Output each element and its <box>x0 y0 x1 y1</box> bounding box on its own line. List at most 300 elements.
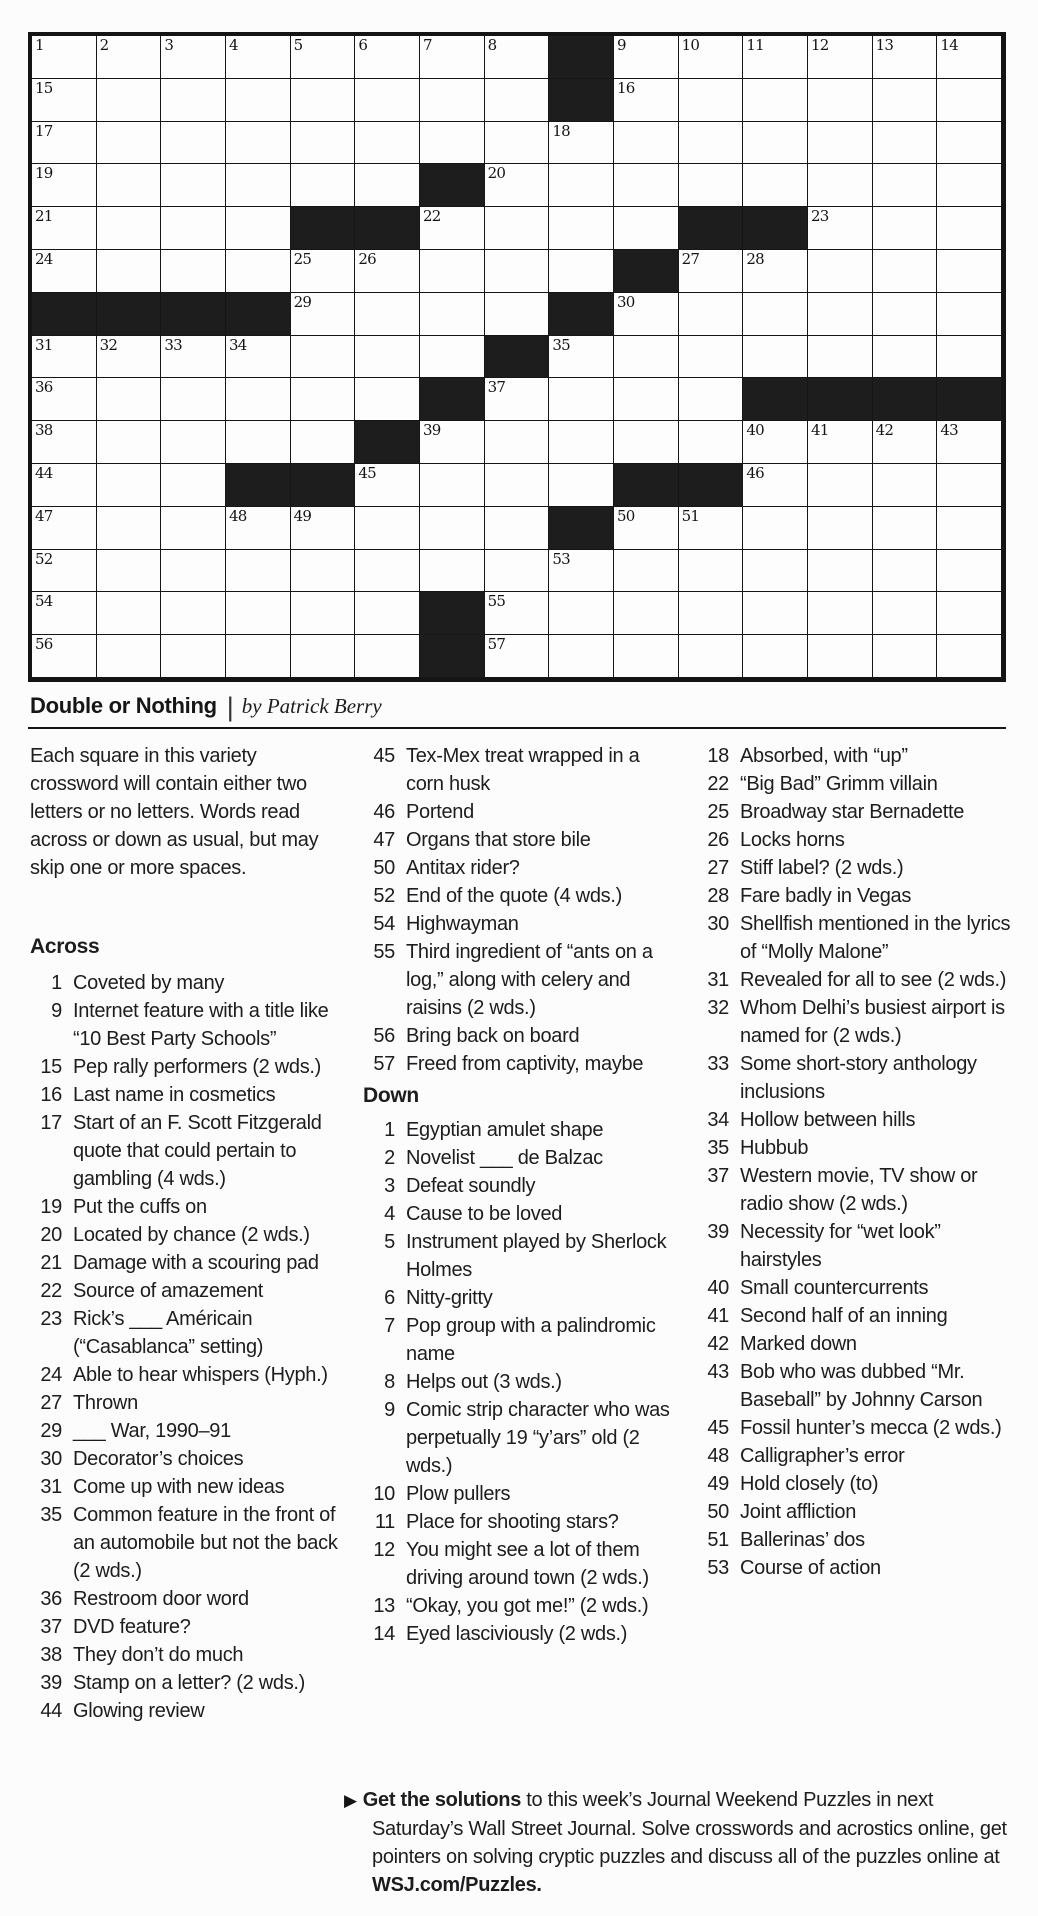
down-header: Down <box>363 1084 419 1107</box>
grid-cell[interactable] <box>226 250 291 293</box>
clue-text: Ballerinas’ dos <box>740 1529 865 1551</box>
clue-number: 28 <box>707 885 729 907</box>
grid-cell[interactable] <box>32 507 97 550</box>
grid-cell[interactable] <box>743 250 808 293</box>
grid-cell[interactable] <box>161 421 226 464</box>
grid-cell[interactable] <box>743 550 808 593</box>
grid-cell[interactable] <box>614 122 679 165</box>
clue-number: 11 <box>374 1511 395 1533</box>
grid-cell[interactable] <box>808 293 873 336</box>
cell-number: 3 <box>164 36 174 54</box>
grid-cell[interactable] <box>549 635 614 678</box>
grid-cell[interactable] <box>808 464 873 507</box>
grid-black-cell <box>32 293 97 336</box>
grid-cell[interactable] <box>679 635 744 678</box>
cell-number: 49 <box>293 506 312 525</box>
clue-text: Defeat soundly <box>406 1175 536 1197</box>
clue-item <box>697 910 1011 966</box>
grid-cell[interactable] <box>161 507 226 550</box>
cell-number: 48 <box>228 506 247 525</box>
grid-black-cell <box>679 464 744 507</box>
grid-cell[interactable] <box>549 122 614 165</box>
grid-cell[interactable] <box>485 378 550 421</box>
cell-number: 56 <box>35 635 53 654</box>
grid-cell[interactable] <box>873 207 938 250</box>
cell-number: 34 <box>228 335 247 354</box>
grid-black-cell <box>743 378 808 421</box>
grid-cell[interactable] <box>549 464 614 507</box>
cell-number: 54 <box>35 592 53 611</box>
grid-cell[interactable] <box>355 336 420 379</box>
clue-number: 24 <box>40 1364 62 1386</box>
grid-cell[interactable] <box>614 378 679 421</box>
grid-cell[interactable] <box>808 421 873 464</box>
grid-cell[interactable] <box>937 592 1002 635</box>
grid-cell[interactable] <box>485 635 550 678</box>
grid-cell[interactable] <box>32 421 97 464</box>
right-triangle-icon: ▶ <box>344 1791 357 1810</box>
grid-cell[interactable] <box>614 592 679 635</box>
grid-cell[interactable] <box>873 164 938 207</box>
grid-cell[interactable] <box>549 164 614 207</box>
grid-cell[interactable] <box>937 293 1002 336</box>
grid-cell[interactable] <box>420 507 485 550</box>
grid-cell[interactable] <box>485 293 550 336</box>
clue-item <box>363 1116 677 1144</box>
grid-cell[interactable] <box>485 207 550 250</box>
grid-cell[interactable] <box>97 122 162 165</box>
grid-cell[interactable] <box>614 635 679 678</box>
grid-cell[interactable] <box>614 336 679 379</box>
grid-cell[interactable] <box>873 79 938 122</box>
grid-cell[interactable] <box>291 421 356 464</box>
clue-item <box>30 1585 342 1613</box>
grid-cell[interactable] <box>97 207 162 250</box>
grid-cell[interactable] <box>873 36 938 79</box>
cell-number: 43 <box>940 421 958 440</box>
grid-cell[interactable] <box>97 79 162 122</box>
grid-cell[interactable] <box>420 250 485 293</box>
grid-cells <box>32 36 1002 678</box>
grid-cell[interactable] <box>679 164 744 207</box>
grid-cell[interactable] <box>32 635 97 678</box>
grid-cell[interactable] <box>808 592 873 635</box>
grid-cell[interactable] <box>873 464 938 507</box>
grid-cell[interactable] <box>161 464 226 507</box>
grid-cell[interactable] <box>355 635 420 678</box>
grid-cell[interactable] <box>161 336 226 379</box>
grid-cell[interactable] <box>614 207 679 250</box>
grid-cell[interactable] <box>614 421 679 464</box>
grid-cell[interactable] <box>614 507 679 550</box>
grid-cell[interactable] <box>32 550 97 593</box>
grid-cell[interactable] <box>420 122 485 165</box>
grid-cell[interactable] <box>355 464 420 507</box>
grid-cell[interactable] <box>97 336 162 379</box>
grid-cell[interactable] <box>226 507 291 550</box>
clue-item <box>363 1508 677 1536</box>
grid-cell[interactable] <box>420 550 485 593</box>
cell-number: 27 <box>681 249 700 268</box>
grid-cell[interactable] <box>549 592 614 635</box>
grid-cell[interactable] <box>808 207 873 250</box>
cell-number: 7 <box>422 36 432 54</box>
grid-cell[interactable] <box>937 79 1002 122</box>
clue-text: Shellfish mentioned in the lyrics of “Molly Malone” <box>740 913 1011 963</box>
grid-cell[interactable] <box>485 550 550 593</box>
grid-cell[interactable] <box>226 378 291 421</box>
clue-number: 49 <box>707 1473 729 1495</box>
clue-item <box>697 770 1011 798</box>
clue-number: 35 <box>40 1504 62 1526</box>
grid-cell[interactable] <box>420 464 485 507</box>
cell-number: 14 <box>940 36 958 54</box>
grid-cell[interactable] <box>485 464 550 507</box>
grid-cell[interactable] <box>549 378 614 421</box>
clue-item <box>363 1480 677 1508</box>
grid-cell[interactable] <box>485 592 550 635</box>
clue-text: Antitax rider? <box>406 857 520 879</box>
grid-cell[interactable] <box>291 36 356 79</box>
cell-number: 11 <box>746 36 764 54</box>
grid-cell[interactable] <box>97 250 162 293</box>
clue-text: Comic strip character who was perpetually 19 “y’ars” old (2 wds.) <box>406 1399 670 1477</box>
grid-cell[interactable] <box>743 336 808 379</box>
grid-cell[interactable] <box>549 207 614 250</box>
grid-cell[interactable] <box>808 164 873 207</box>
grid-cell[interactable] <box>32 250 97 293</box>
clue-number: 44 <box>40 1700 62 1722</box>
clue-item <box>363 1312 677 1368</box>
grid-cell[interactable] <box>355 250 420 293</box>
grid-cell[interactable] <box>420 293 485 336</box>
clue-number: 56 <box>373 1025 395 1047</box>
clue-item <box>697 1442 1011 1470</box>
grid-cell[interactable] <box>873 336 938 379</box>
clue-number: 32 <box>707 997 729 1019</box>
clue-text: Come up with new ideas <box>73 1476 285 1498</box>
clue-number: 17 <box>40 1112 62 1134</box>
grid-cell[interactable] <box>291 550 356 593</box>
grid-cell[interactable] <box>226 550 291 593</box>
clue-text: Glowing review <box>73 1700 205 1722</box>
grid-cell[interactable] <box>355 79 420 122</box>
grid-cell[interactable] <box>161 592 226 635</box>
grid-cell[interactable] <box>355 592 420 635</box>
grid-cell[interactable] <box>32 336 97 379</box>
grid-cell[interactable] <box>549 550 614 593</box>
grid-cell[interactable] <box>355 507 420 550</box>
cell-number: 13 <box>875 36 894 54</box>
grid-cell[interactable] <box>291 635 356 678</box>
clue-item <box>363 1172 677 1200</box>
grid-cell[interactable] <box>808 336 873 379</box>
grid-cell[interactable] <box>97 550 162 593</box>
footer-body-text: to this week’s Journal Weekend Puzzles in next Saturday’s Wall Street Journal. Solve crosswords and acrostics online, get pointers on solving cryptic puzzles and discuss all of the puzzles online at <box>372 1789 1007 1868</box>
grid-cell[interactable] <box>226 207 291 250</box>
grid-cell[interactable] <box>549 250 614 293</box>
cell-number: 24 <box>35 249 53 268</box>
cell-number: 18 <box>552 121 570 140</box>
cell-number: 44 <box>35 463 53 482</box>
clue-text: Second half of an inning <box>740 1305 948 1327</box>
grid-cell[interactable] <box>937 507 1002 550</box>
cell-number: 26 <box>358 249 376 268</box>
clue-number: 37 <box>40 1616 62 1638</box>
grid-cell[interactable] <box>743 592 808 635</box>
grid-cell[interactable] <box>937 635 1002 678</box>
grid-cell[interactable] <box>291 293 356 336</box>
clue-text: Fare badly in Vegas <box>740 885 912 907</box>
grid-cell[interactable] <box>485 164 550 207</box>
clue-item <box>30 1081 342 1109</box>
grid-cell[interactable] <box>355 36 420 79</box>
grid-cell[interactable] <box>161 36 226 79</box>
grid-cell[interactable] <box>226 164 291 207</box>
grid-cell[interactable] <box>161 207 226 250</box>
clue-number: 45 <box>373 745 395 767</box>
clue-column-3 <box>697 742 1011 1582</box>
grid-cell[interactable] <box>937 207 1002 250</box>
grid-cell[interactable] <box>226 79 291 122</box>
grid-cell[interactable] <box>614 293 679 336</box>
grid-cell[interactable] <box>743 79 808 122</box>
clue-item <box>30 1417 342 1445</box>
grid-cell[interactable] <box>226 421 291 464</box>
title-separator: | <box>226 692 234 722</box>
grid-cell[interactable] <box>873 592 938 635</box>
clue-number: 48 <box>707 1445 729 1467</box>
clue-number: 12 <box>373 1539 395 1561</box>
grid-cell[interactable] <box>420 421 485 464</box>
grid-cell[interactable] <box>355 122 420 165</box>
clue-number: 35 <box>707 1137 729 1159</box>
clue-item <box>363 1284 677 1312</box>
grid-black-cell <box>97 293 162 336</box>
clue-text: Thrown <box>73 1392 138 1414</box>
grid-cell[interactable] <box>485 79 550 122</box>
grid-cell[interactable] <box>32 36 97 79</box>
grid-cell[interactable] <box>679 293 744 336</box>
grid-cell[interactable] <box>32 378 97 421</box>
grid-cell[interactable] <box>808 36 873 79</box>
clue-text: Egyptian amulet shape <box>406 1119 604 1141</box>
grid-cell[interactable] <box>97 421 162 464</box>
grid-cell[interactable] <box>485 507 550 550</box>
grid-cell[interactable] <box>937 421 1002 464</box>
grid-cell[interactable] <box>808 250 873 293</box>
grid-cell[interactable] <box>937 250 1002 293</box>
grid-cell[interactable] <box>32 79 97 122</box>
grid-cell[interactable] <box>291 592 356 635</box>
grid-cell[interactable] <box>485 250 550 293</box>
clue-number: 5 <box>384 1231 395 1253</box>
grid-cell[interactable] <box>808 507 873 550</box>
clue-item <box>30 1053 342 1081</box>
grid-cell[interactable] <box>226 635 291 678</box>
grid-cell[interactable] <box>97 464 162 507</box>
grid-cell[interactable] <box>355 378 420 421</box>
grid-cell[interactable] <box>161 250 226 293</box>
grid-cell[interactable] <box>355 164 420 207</box>
grid-cell[interactable] <box>679 336 744 379</box>
grid-cell[interactable] <box>743 293 808 336</box>
clue-text: Bob who was dubbed “Mr. Baseball” by Johnny Carson <box>740 1361 983 1411</box>
grid-cell[interactable] <box>614 36 679 79</box>
grid-cell[interactable] <box>161 79 226 122</box>
grid-black-cell <box>291 207 356 250</box>
grid-cell[interactable] <box>420 207 485 250</box>
grid-black-cell <box>937 378 1002 421</box>
grid-cell[interactable] <box>679 122 744 165</box>
grid-cell[interactable] <box>743 36 808 79</box>
grid-cell[interactable] <box>97 36 162 79</box>
grid-cell[interactable] <box>549 336 614 379</box>
grid-cell[interactable] <box>32 207 97 250</box>
grid-cell[interactable] <box>679 507 744 550</box>
clue-number: 6 <box>384 1287 395 1309</box>
grid-cell[interactable] <box>808 635 873 678</box>
clue-number: 51 <box>707 1529 729 1551</box>
grid-cell[interactable] <box>32 592 97 635</box>
clue-item <box>697 1498 1011 1526</box>
grid-cell[interactable] <box>679 421 744 464</box>
grid-cell[interactable] <box>161 164 226 207</box>
grid-cell[interactable] <box>291 336 356 379</box>
grid-cell[interactable] <box>614 550 679 593</box>
grid-cell[interactable] <box>743 507 808 550</box>
grid-cell[interactable] <box>420 336 485 379</box>
grid-cell[interactable] <box>679 592 744 635</box>
clue-number: 7 <box>384 1315 395 1337</box>
grid-cell[interactable] <box>808 122 873 165</box>
grid-cell[interactable] <box>226 592 291 635</box>
grid-cell[interactable] <box>743 164 808 207</box>
grid-cell[interactable] <box>679 79 744 122</box>
clue-item <box>697 798 1011 826</box>
clue-number: 20 <box>40 1224 62 1246</box>
grid-cell[interactable] <box>161 122 226 165</box>
clue-text: Nitty-gritty <box>406 1287 493 1309</box>
grid-cell[interactable] <box>485 122 550 165</box>
clue-text: Rick’s ___ Américain (“Casablanca” setting) <box>73 1308 264 1358</box>
grid-cell[interactable] <box>937 36 1002 79</box>
clue-item <box>363 882 677 910</box>
cell-number: 2 <box>99 36 109 54</box>
grid-cell[interactable] <box>937 122 1002 165</box>
grid-cell[interactable] <box>873 293 938 336</box>
grid-cell[interactable] <box>161 550 226 593</box>
grid-cell[interactable] <box>226 336 291 379</box>
grid-cell[interactable] <box>97 592 162 635</box>
clue-text: Pep rally performers (2 wds.) <box>73 1056 322 1078</box>
grid-cell[interactable] <box>291 378 356 421</box>
clue-number: 47 <box>373 829 395 851</box>
grid-cell[interactable] <box>161 378 226 421</box>
grid-cell[interactable] <box>291 164 356 207</box>
grid-cell[interactable] <box>614 164 679 207</box>
grid-cell[interactable] <box>97 635 162 678</box>
grid-cell[interactable] <box>679 250 744 293</box>
grid-cell[interactable] <box>549 421 614 464</box>
grid-cell[interactable] <box>485 36 550 79</box>
grid-black-cell <box>614 250 679 293</box>
grid-cell[interactable] <box>679 36 744 79</box>
clue-item <box>697 826 1011 854</box>
clue-number: 34 <box>707 1109 729 1131</box>
grid-cell[interactable] <box>291 79 356 122</box>
grid-cell[interactable] <box>873 250 938 293</box>
grid-cell[interactable] <box>485 421 550 464</box>
grid-cell[interactable] <box>808 79 873 122</box>
grid-cell[interactable] <box>743 122 808 165</box>
grid-cell[interactable] <box>32 122 97 165</box>
grid-cell[interactable] <box>873 507 938 550</box>
grid-cell[interactable] <box>97 507 162 550</box>
grid-black-cell <box>355 421 420 464</box>
grid-cell[interactable] <box>355 550 420 593</box>
clue-text: “Big Bad” Grimm villain <box>740 773 938 795</box>
grid-cell[interactable] <box>937 464 1002 507</box>
across-clue-list-1 <box>30 969 342 1725</box>
grid-cell[interactable] <box>291 122 356 165</box>
clue-item <box>697 742 1011 770</box>
grid-cell[interactable] <box>291 250 356 293</box>
grid-black-cell <box>679 207 744 250</box>
grid-cell[interactable] <box>420 36 485 79</box>
clue-item <box>697 1050 1011 1106</box>
grid-cell[interactable] <box>161 635 226 678</box>
clue-item <box>363 798 677 826</box>
clue-text: Damage with a scouring pad <box>73 1252 319 1274</box>
grid-cell[interactable] <box>291 507 356 550</box>
grid-cell[interactable] <box>614 79 679 122</box>
grid-cell[interactable] <box>743 635 808 678</box>
clue-item <box>30 1445 342 1473</box>
clue-number: 10 <box>373 1483 395 1505</box>
clue-number: 53 <box>707 1557 729 1579</box>
grid-cell[interactable] <box>226 122 291 165</box>
grid-cell[interactable] <box>743 464 808 507</box>
grid-cell[interactable] <box>873 122 938 165</box>
grid-cell[interactable] <box>873 550 938 593</box>
grid-cell[interactable] <box>743 421 808 464</box>
cell-number: 36 <box>35 378 53 397</box>
grid-cell[interactable] <box>97 378 162 421</box>
clue-item <box>363 854 677 882</box>
grid-cell[interactable] <box>420 79 485 122</box>
grid-cell[interactable] <box>873 421 938 464</box>
grid-cell[interactable] <box>355 293 420 336</box>
grid-cell[interactable] <box>32 464 97 507</box>
grid-cell[interactable] <box>226 36 291 79</box>
grid-cell[interactable] <box>937 550 1002 593</box>
clue-number: 39 <box>40 1672 62 1694</box>
grid-cell[interactable] <box>679 550 744 593</box>
grid-cell[interactable] <box>937 164 1002 207</box>
cell-number: 16 <box>616 78 635 97</box>
grid-cell[interactable] <box>97 164 162 207</box>
grid-cell[interactable] <box>808 550 873 593</box>
grid-cell[interactable] <box>937 336 1002 379</box>
grid-black-cell <box>549 79 614 122</box>
clue-item <box>363 1368 677 1396</box>
grid-cell[interactable] <box>873 635 938 678</box>
grid-cell[interactable] <box>32 164 97 207</box>
cell-number: 28 <box>746 249 764 268</box>
grid-cell[interactable] <box>679 378 744 421</box>
cell-number: 46 <box>746 463 764 482</box>
